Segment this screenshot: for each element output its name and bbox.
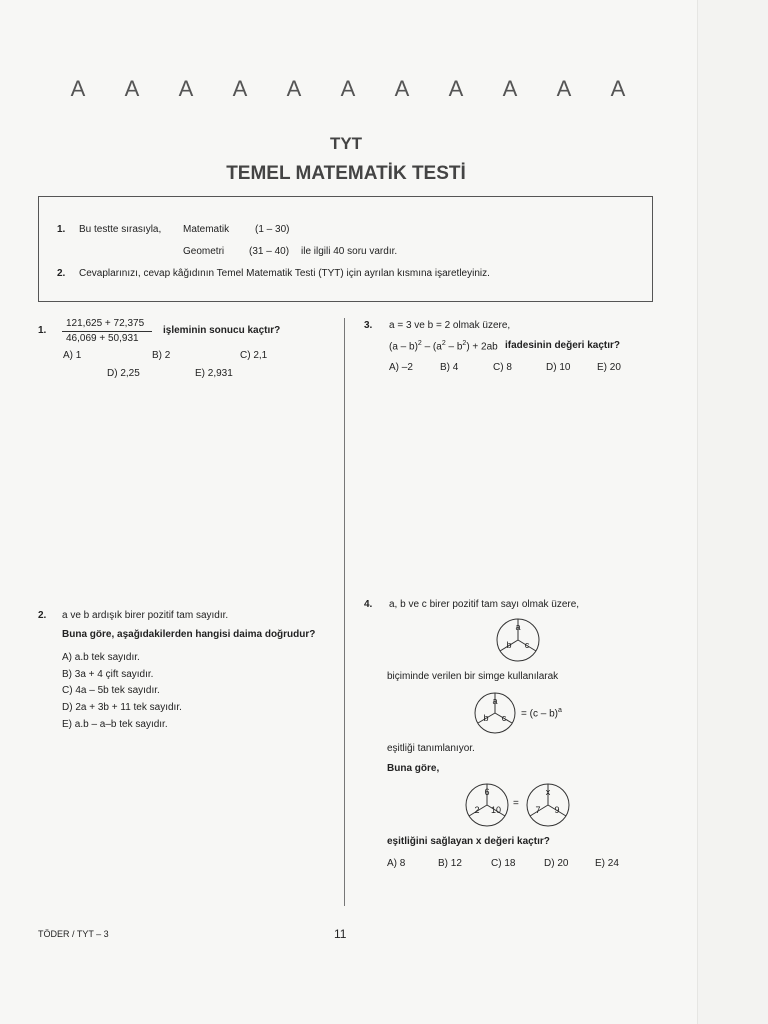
fraction-numerator: 121,625 + 72,375	[66, 318, 145, 329]
answer-option[interactable]: C) 8	[493, 362, 512, 373]
booklet-letter: A	[232, 76, 248, 101]
question-number: 3.	[364, 320, 373, 331]
symbol-label-b: b	[483, 713, 489, 723]
left-symbol-a: 6	[484, 787, 490, 797]
instruction-range: (31 – 40)	[249, 246, 290, 257]
question-text: ifadesinin değeri kaçtır?	[505, 340, 621, 351]
answer-option[interactable]: E) 2,931	[195, 368, 233, 379]
equals-sign: =	[513, 798, 519, 809]
answer-option[interactable]: B) 2	[152, 350, 171, 361]
answer-option[interactable]: C) 4a – 5b tek sayıdır.	[62, 685, 160, 696]
question-text: Buna göre, aşağıdakilerden hangisi daima doğrudur?	[62, 629, 316, 640]
symbol-label-c: c	[524, 640, 530, 650]
booklet-letter: A	[394, 76, 410, 101]
left-symbol-b: 2	[474, 805, 480, 815]
footer-label: TÖDER / TYT – 3	[38, 929, 109, 939]
booklet-letter-row	[68, 76, 628, 102]
instruction-text: Cevaplarınızı, cevap kâğıdının Temel Matematik Testi (TYT) için ayrılan kısmına işaretleyiniz.	[79, 268, 490, 279]
answer-option[interactable]: E) 20	[597, 362, 621, 373]
symbol-definition-diagram	[470, 690, 520, 736]
booklet-letter: A	[556, 76, 572, 101]
symbol-label-a: a	[515, 622, 521, 632]
expression: $(a - b)^2 - (a^2 - b^2) + 2ab$	[389, 340, 498, 353]
instruction-range: (1 – 30)	[255, 224, 290, 235]
answer-option[interactable]: A) 1	[63, 350, 82, 361]
answer-option[interactable]: E) 24	[595, 858, 619, 869]
instruction-text: Bu testte sırasıyla,	[79, 224, 162, 235]
question-number: 2.	[38, 610, 47, 621]
answer-option[interactable]: D) 2a + 3b + 11 tek sayıdır.	[62, 702, 182, 713]
answer-option[interactable]: B) 12	[438, 858, 462, 869]
page-right-margin	[697, 0, 768, 1024]
booklet-letter: A	[70, 76, 86, 101]
question-text-line: biçiminde verilen bir simge kullanılarak	[387, 671, 559, 682]
symbol-label-b: b	[506, 640, 512, 650]
page-number: 11	[334, 927, 347, 941]
answer-option[interactable]: B) 3a + 4 çift sayıdır.	[62, 669, 154, 680]
symbol-label-a: a	[492, 696, 498, 706]
answer-option[interactable]: A) –2	[389, 362, 413, 373]
right-symbol-a: x	[545, 787, 551, 797]
answer-option[interactable]: A) a.b tek sayıdır.	[62, 652, 140, 663]
question-number: 4.	[364, 599, 373, 610]
fraction-bar	[62, 331, 152, 332]
answer-option[interactable]: D) 10	[546, 362, 571, 373]
question-text: işleminin sonucu kaçtır?	[163, 325, 281, 336]
instructions-box	[38, 196, 653, 302]
instruction-number: 1.	[57, 224, 66, 235]
booklet-letter: A	[610, 76, 626, 101]
instruction-subject: Matematik	[183, 224, 230, 235]
booklet-letter: A	[340, 76, 356, 101]
right-symbol-diagram	[523, 782, 573, 828]
booklet-letter: A	[178, 76, 194, 101]
instruction-subject: Geometri	[183, 246, 225, 257]
left-symbol-c: 10	[490, 805, 502, 815]
answer-option[interactable]: C) 2,1	[240, 350, 268, 361]
question-number: 1.	[38, 325, 47, 336]
answer-option[interactable]: B) 4	[440, 362, 459, 373]
symbol-diagram	[493, 616, 543, 664]
question-text: eşitliğini sağlayan x değeri kaçtır?	[387, 836, 550, 847]
question-stem: a, b ve c birer pozitif tam sayı olmak üzere,	[389, 599, 580, 610]
question-lead: Buna göre,	[387, 763, 440, 774]
question-given: a = 3 ve b = 2 olmak üzere,	[389, 320, 511, 331]
exam-title: TYT	[329, 134, 363, 153]
right-symbol-b: 7	[535, 805, 541, 815]
answer-option[interactable]: D) 2,25	[107, 368, 140, 379]
symbol-label-c: c	[501, 713, 507, 723]
right-symbol-c: 9	[554, 805, 560, 815]
booklet-letter: A	[124, 76, 140, 101]
fraction-denominator: 46,069 + 50,931	[66, 333, 139, 344]
definition-rhs: = (c – b)$^a$	[521, 707, 562, 720]
booklet-letter: A	[286, 76, 302, 101]
question-stem: a ve b ardışık birer pozitif tam sayıdır.	[62, 610, 229, 621]
instruction-number: 2.	[57, 268, 66, 279]
answer-option[interactable]: A) 8	[387, 858, 406, 869]
question-text-line: eşitliği tanımlanıyor.	[387, 743, 475, 754]
booklet-letter: A	[502, 76, 518, 101]
answer-option[interactable]: D) 20	[544, 858, 569, 869]
exam-subtitle: TEMEL MATEMATİK TESTİ	[226, 163, 466, 184]
instruction-text: ile ilgili 40 soru vardır.	[301, 246, 398, 257]
answer-option[interactable]: C) 18	[491, 858, 516, 869]
column-divider	[344, 318, 345, 906]
answer-option[interactable]: E) a.b – a–b tek sayıdır.	[62, 719, 168, 730]
booklet-letter: A	[448, 76, 464, 101]
left-symbol-diagram	[462, 782, 512, 828]
